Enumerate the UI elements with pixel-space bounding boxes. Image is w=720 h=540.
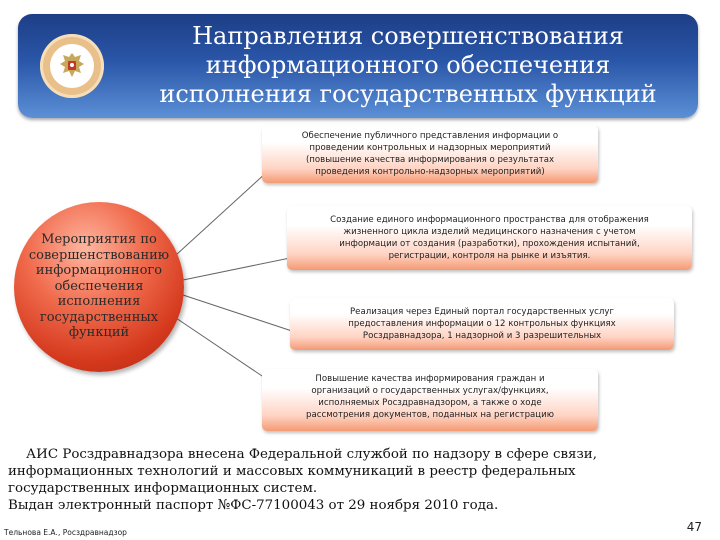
registry-note (8, 446, 698, 514)
note-line: Выдан электронный паспорт №ФС-77100043 от 29 ноября 2010 года. (8, 498, 499, 513)
note-line: информационных технологий и массовых коммуникаций в реестр федеральных (8, 464, 576, 479)
box-text-line: информации от создания (разработки), прохождения испытаний, (339, 239, 640, 249)
central-text-line: функций (68, 325, 130, 340)
box-text-line: Создание единого информационного пространства для отображения (330, 215, 649, 225)
note-line: АИС Росздравнадзора внесена Федеральной службой по надзору в сфере связи, (26, 447, 597, 462)
box-text-line: исполняемых Росздравнадзором, а также о ходе (318, 398, 542, 408)
box-text-line: проведения контрольно-надзорных мероприятий) (315, 167, 545, 177)
direction-box-info-space (287, 206, 692, 270)
central-text-line: обеспечения (54, 278, 144, 294)
direction-box-public-info (262, 125, 598, 183)
title-line: исполнения государственных функций (159, 80, 657, 108)
author-footer: Тельнова Е.А., Росздравнадзор (4, 528, 127, 537)
title-line: информационного обеспечения (205, 51, 611, 79)
box-text-line: Повышение качества информирования граждан и (315, 374, 545, 384)
box-text-line: рассмотрения документов, поданных на регистрацию (306, 410, 554, 420)
box-text-line: Обеспечение публичного представления информации о (301, 131, 559, 141)
box-text-line: жизненного цикла изделий медицинского назначения с учетом (343, 227, 636, 237)
title-line: Направления совершенствования (192, 22, 624, 50)
central-text-line: информационного (35, 263, 163, 278)
central-topic-circle (14, 202, 184, 372)
central-text-line: Мероприятия по (41, 232, 157, 247)
central-text-line: государственных (39, 309, 159, 325)
box-text-line: предоставления информации о 12 контрольных функциях (348, 319, 616, 329)
page-number: 47 (686, 520, 702, 534)
central-text-line: совершенствованию (28, 247, 170, 263)
central-text-line: исполнения (57, 294, 141, 309)
connector-line (183, 258, 290, 280)
box-text-line: организаций о государственных услугах/функциях, (311, 386, 549, 396)
direction-box-portal (290, 298, 674, 350)
direction-box-citizen-info (262, 369, 598, 431)
box-text-line: проведении контрольных и надзорных мероприятий (309, 143, 551, 153)
box-text-line: регистрации, контроля на рынке и изъятия. (388, 251, 591, 261)
connector-line (183, 295, 298, 333)
box-text-line: Росздравнадзора, 1 надзорной и 3 разрешительных (362, 331, 602, 341)
connector-line (176, 172, 267, 255)
note-line: государственных информационных систем. (8, 481, 318, 496)
connector-line (176, 318, 268, 380)
box-text-line: (повышение качества информирования о результатах (305, 155, 555, 165)
box-text-line: Реализация через Единый портал государственных услуг (350, 307, 614, 317)
